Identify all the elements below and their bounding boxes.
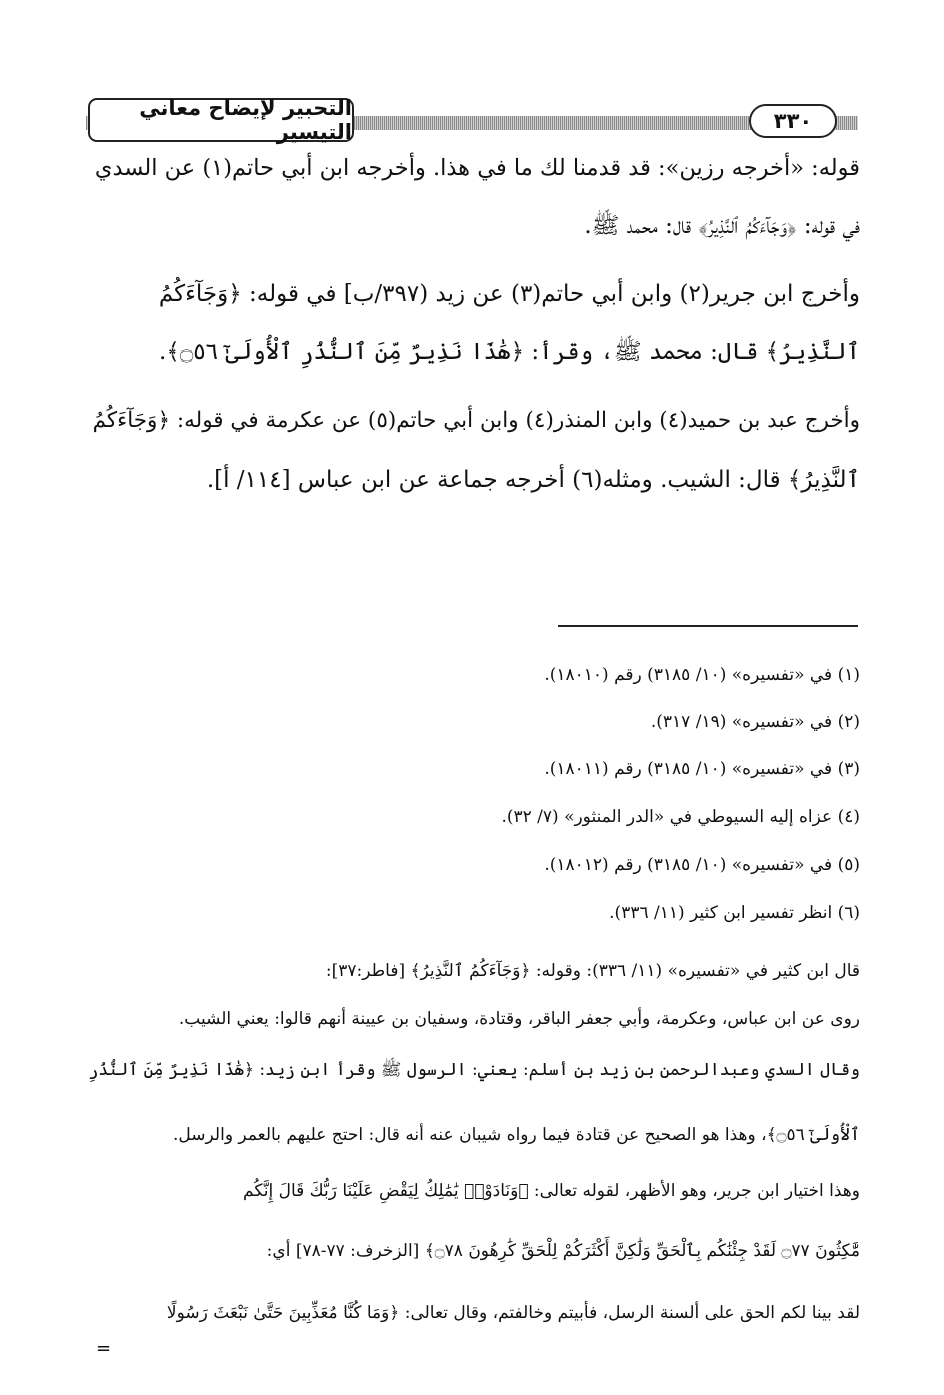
running-title-text: التحبير لإيضاح معاني التيسير [139, 96, 352, 144]
footnote-3: (٣) في «تفسيره» (١٠/ ٣١٨٥) رقم (١٨٠١١). [544, 759, 860, 779]
note-line-4: ٱلْأُولَىٰٓ ۝٥٦﴾، وهذا هو الصحيح عن قتادة فيما رواه شيبان عنه أنه قال: احتج عليهم بالعمر والرسل. [173, 1125, 860, 1145]
footnote-4: (٤) عزاه إليه السيوطي في «الدر المنثور» (٧/ ٣٢). [501, 807, 860, 827]
page-number-text: ٣٣٠ [773, 109, 813, 133]
body-line-5: وأخرج عبد بن حميد(٤) وابن المنذر(٤) وابن أبي حاتم(٥) عن عكرمة في قوله: ﴿وَجَآءَكُمُ [92, 408, 860, 433]
page-number [749, 104, 837, 138]
note-line-6: مَّٰكِثُونَ ۝٧٧ لَقَدْ جِئْنَٰكُم بِٱلْحَقِّ وَلَٰكِنَّ أَكْثَرَكُمْ لِلْحَقِّ كَٰرِهُونَ ۝٧٨﴾ [الزخرف: ٧٧-٧٨] أي: [266, 1241, 860, 1261]
footnote-6: (٦) انظر تفسير ابن كثير (١١/ ٣٣٦). [609, 903, 860, 923]
footnote-separator [558, 625, 858, 627]
running-title [88, 98, 354, 142]
body-line-1: قوله: «أخرجه رزين»: قد قدمنا لك ما في هذا. وأخرجه ابن أبي حاتم(١) عن السدي [94, 155, 860, 181]
body-line-2: في قوله: ﴿وَجَآءَكُمُ ٱلنَّذِيرُ﴾ قال: محمد ﷺ. [584, 213, 860, 239]
note-line-5: وهذا اختيار ابن جرير، وهو الأظهر، لقوله تعالى: ﴿وَنَادَوْا۟ يَٰمَٰلِكُ لِيَقْضِ عَلَيْنَا رَبُّكَ قَالَ إِنَّكُم [243, 1181, 860, 1201]
note-line-2: روى عن ابن عباس، وعكرمة، وأبي جعفر الباقر، وقتادة، وسفيان بن عيينة أنهم قالوا: يعني الشيب. [178, 1009, 860, 1029]
note-line-1: قال ابن كثير في «تفسيره» (١١/ ٣٣٦): وقوله: ﴿وَجَآءَكُمُ ٱلنَّذِيرُ﴾ [فاطر:٣٧]: [325, 961, 860, 981]
footnote-1: (١) في «تفسيره» (١٠/ ٣١٨٥) رقم (١٨٠١٠). [544, 665, 860, 685]
footnote-2: (٢) في «تفسيره» (١٩/ ٣١٧). [650, 712, 860, 732]
note-line-7: لقد بينا لكم الحق على ألسنة الرسل، فأبيتم وخالفتم، وقال تعالى: ﴿وَمَا كُنَّا مُعَذِّبِينَ حَتَّىٰ نَبْعَثَ رَسُولًا [166, 1303, 860, 1323]
note-line-3: وقال السدي وعبدالرحمن بن زيد بن أسلم: يعني: الرسول ﷺ وقرأ ابن زيد: ﴿هَٰذَا نَذِيرٌ مِّنَ ٱلنُّذُرِ [88, 1060, 860, 1080]
footnote-5: (٥) في «تفسيره» (١٠/ ٣١٨٥) رقم (١٨٠١٢). [544, 855, 860, 875]
body-line-3: وأخرج ابن جرير(٢) وابن أبي حاتم(٣) عن زيد (٣٩٧/ب] في قوله: ﴿وَجَآءَكُمُ [158, 281, 860, 307]
body-line-4: ٱلنَّذِيرُ﴾ قال: محمد ﷺ، وقرأ: ﴿هَٰذَا نَذِيرٌ مِّنَ ٱلنُّذُرِ ٱلْأُولَىٰٓ ۝٥٦﴾. [159, 339, 860, 365]
body-line-6: ٱلنَّذِيرُ﴾ قال: الشيب. ومثله(٦) أخرجه جماعة عن ابن عباس [١١٤/ أ]. [206, 467, 860, 493]
continuation-mark: = [96, 1338, 112, 1359]
